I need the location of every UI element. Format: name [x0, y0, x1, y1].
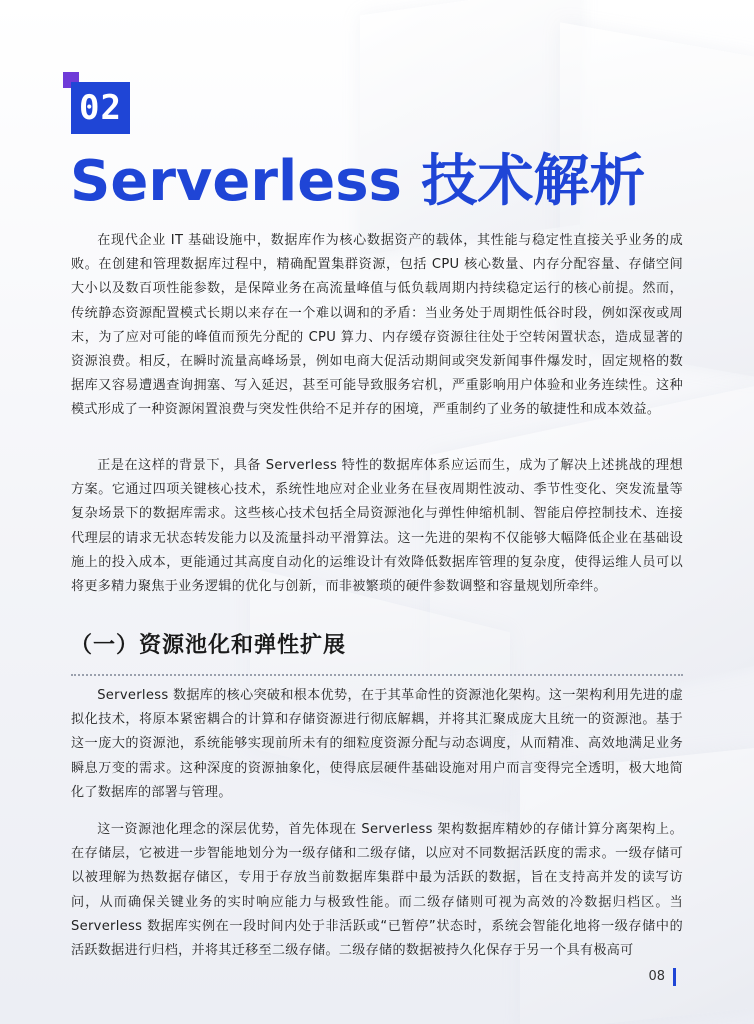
page-title: Serverless 技术解析: [70, 149, 646, 214]
chapter-number: 02: [71, 82, 130, 134]
body-paragraph: Serverless 数据库的核心突破和根本优势，在于其革命性的资源池化架构。这一架构利用先进的虚拟化技术，将原本紧密耦合的计算和存储资源进行彻底解耦，并将其汇聚成庞大且统一的资源池。基于这一庞大的资源池，系统能够实现前所未有的细粒度资源分配与动态调度，从而精准、高效地满足业务瞬息万变的需求。这种深度的资源抽象化，使得底层硬件基础设施对用户而言变得完全透明，极大地简化了数据库的部署与管理。: [71, 688, 683, 800]
body-paragraph: 正是在这样的背景下，具备 Serverless 特性的数据库体系应运而生，成为了解决上述挑战的理想方案。它通过四项关键核心技术，系统性地应对企业业务在昼夜周期性波动、季节性变化、突发流量等复杂场景下的数据库需求。这些核心技术包括全局资源池化与弹性伸缩机制、智能启停控制技术、连接代理层的请求无状态转发能力以及流量抖动平滑算法。这一先进的架构不仅能够大幅降低企业在基础设施上的投入成本，更能通过其高度自动化的运维设计有效降低数据库管理的复杂度，使得运维人员可以将更多精力聚焦于业务逻辑的优化与创新，而非被繁琐的硬件参数调整和容量规划所牵绊。: [71, 458, 683, 595]
body-paragraph: 在现代企业 IT 基础设施中，数据库作为核心数据资产的载体，其性能与稳定性直接关乎业务的成败。在创建和管理数据库过程中，精确配置集群资源，包括 CPU 核心数量、内存分配容量、存储空间大小以及数百项性能参数，是保障业务在高流量峰值与低负载周期内持续稳定运行的核心前提。然而，传统静态资源配置模式长期以来存在一个难以调和的矛盾：当业务处于周期性低谷时段，例如深夜或周末，为了应对可能的峰值而预先分配的 CPU 算力、内存缓存资源往往处于空转闲置状态，造成显著的资源浪费。相反，在瞬时流量高峰场景，例如电商大促活动期间或突发新闻事件爆发时，固定规格的数据库又容易遭遇查询拥塞、写入延迟，甚至可能导致服务宕机，严重影响用户体验和业务连续性。这种模式形成了一种资源闲置浪费与突发性供给不足并存的困境，严重制约了业务的敏捷性和成本效益。: [71, 233, 683, 418]
section-divider: [71, 674, 683, 676]
section-heading: （一）资源池化和弹性扩展: [70, 633, 347, 658]
body-paragraph: 这一资源池化理念的深层优势，首先体现在 Serverless 架构数据库精妙的存储计算分离架构上。在存储层，它被进一步智能地划分为一级存储和二级存储，以应对不同数据活跃度的需求。一级存储可以被理解为热数据存储区，专用于存放当前数据库集群中最为活跃的数据，旨在支持高并发的读写访问，从而确保关键业务的实时响应能力与极致性能。而二级存储则可视为高效的冷数据归档区。当 Serverless 数据库实例在一段时间内处于非活跃或“已暂停”状态时，系统会智能化地将一级存储中的活跃数据进行归档，并将其迁移至二级存储。二级存储的数据被持久化保存于另一个具有极高可: [71, 822, 683, 959]
page-number: 08: [648, 968, 676, 986]
